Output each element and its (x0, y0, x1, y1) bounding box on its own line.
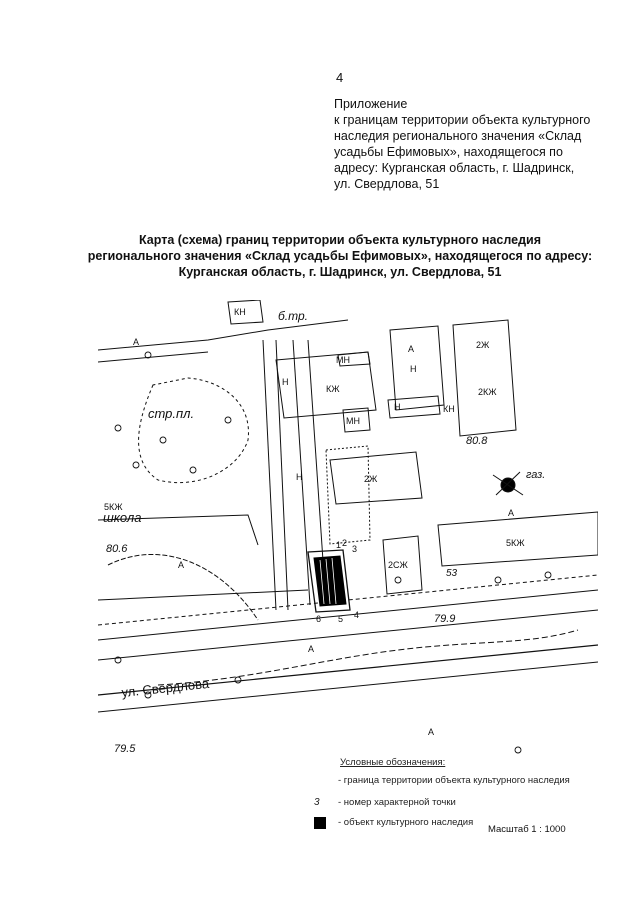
map-label: 79.9 (434, 613, 456, 625)
map-label: 53 (446, 568, 458, 579)
object-fill-icon (314, 817, 326, 829)
cadastral-map (98, 300, 598, 755)
heritage-object (314, 556, 346, 606)
map-label: КН (234, 307, 246, 317)
map-label: КН (443, 404, 455, 414)
map-label: 2Ж (476, 340, 490, 350)
appendix-line: ул. Свердлова, 51 (334, 177, 440, 191)
map-label: А (178, 560, 185, 570)
map-label: КЖ (326, 384, 340, 394)
pipe-line (158, 630, 578, 685)
map-label: б.тр. (278, 309, 308, 323)
legend-text: - объект культурного наследия (338, 817, 474, 828)
appendix-note (334, 96, 624, 192)
map-label: А (408, 344, 415, 354)
point-number: 6 (316, 614, 322, 624)
map-label: 80.6 (106, 543, 128, 555)
title-line: Курганская область, г. Шадринск, ул. Свердлова, 51 (178, 265, 502, 279)
point-number: 2 (342, 538, 348, 548)
page-number: 4 (336, 70, 344, 85)
map-label: 5КЖ (104, 502, 123, 512)
point-number: 4 (354, 610, 360, 620)
legend-text: - номер характерной точки (338, 797, 456, 808)
point-number: 1 (336, 540, 342, 550)
map-label: А (428, 727, 435, 737)
appendix-line: наследия регионального значения «Склад (334, 129, 582, 143)
appendix-line: к границам территории объекта культурного (334, 113, 591, 127)
appendix-line: Приложение (334, 97, 408, 111)
legend-text: - граница территории объекта культурного наследия (338, 775, 570, 786)
map-label: 80.8 (466, 435, 488, 447)
legend-point-symbol: 3 (314, 797, 320, 808)
map-label: А (133, 337, 140, 347)
point-number: 5 (338, 614, 344, 624)
map-label: Н (410, 364, 417, 374)
legend-item-boundary (302, 773, 602, 789)
street-name: ул. Свердлова (120, 675, 210, 700)
legend-item-point (302, 795, 602, 811)
map-label: А (308, 644, 315, 654)
title-line: регионального значения «Склад усадьбы Ефимовых», находящегося по адресу: (87, 249, 593, 263)
gas-node (493, 472, 523, 495)
appendix-line: усадьбы Ефимовых», находящегося по (334, 145, 563, 159)
map-label: 2СЖ (388, 560, 408, 570)
map-label: 5КЖ (506, 538, 525, 548)
map-label: стр.пл. (148, 406, 195, 421)
title-line: Карта (схема) границ территории объекта культурного наследия (139, 233, 541, 247)
map-label: Н (282, 377, 289, 387)
street-lines (98, 320, 598, 712)
map-label: МН (336, 355, 350, 365)
map-label: школа (103, 510, 142, 525)
map-label: 2КЖ (478, 387, 497, 397)
scale-label: Масштаб 1 : 1000 (488, 824, 566, 835)
map-label: газ. (526, 469, 546, 481)
map-label: 2Ж (364, 474, 378, 484)
map-label: Н (296, 472, 303, 482)
legend-title: Условные обозначения: (340, 757, 446, 768)
appendix-line: адресу: Курганская область, г. Шадринск, (334, 161, 575, 175)
map-label: А (508, 508, 515, 518)
map-title (60, 232, 620, 280)
map-label: МН (346, 416, 360, 426)
point-number: 3 (352, 544, 358, 554)
map-label: Н (394, 402, 401, 412)
map-label: 79.5 (114, 743, 136, 755)
